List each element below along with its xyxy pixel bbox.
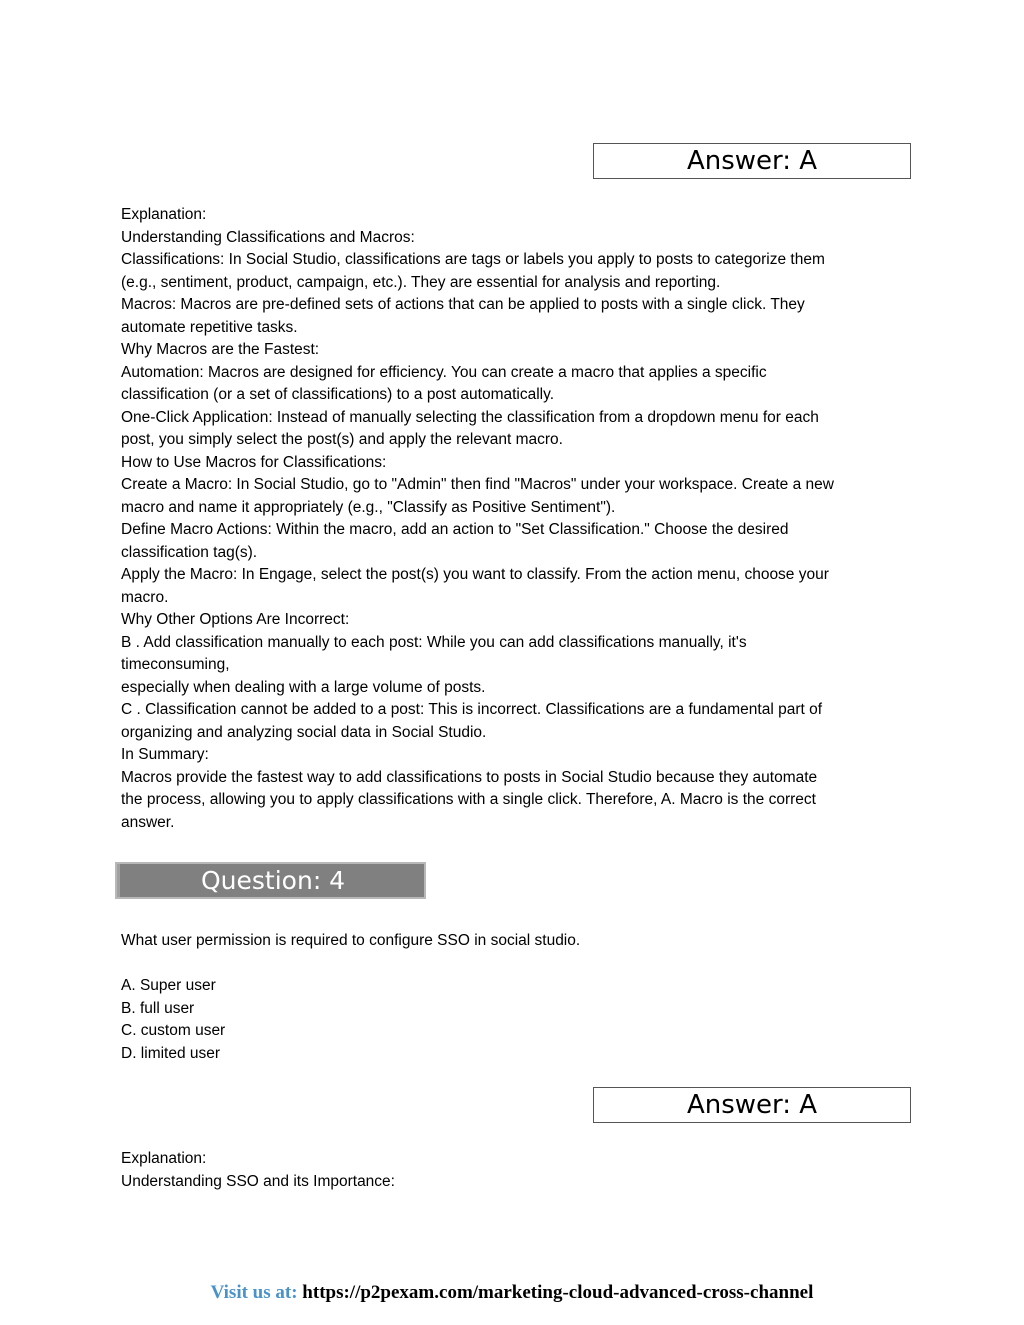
explanation-block bbox=[121, 204, 911, 834]
explanation-line: In Summary: bbox=[121, 746, 209, 763]
option-c: C. custom user bbox=[121, 1022, 226, 1039]
explanation-line: Macros: Macros are pre-defined sets of actions that can be applied to posts with a single click. They bbox=[121, 296, 805, 313]
explanation-line: Understanding SSO and its Importance: bbox=[121, 1172, 395, 1190]
explanation-line: especially when dealing with a large volume of posts. bbox=[121, 678, 486, 696]
explanation-line: macro. bbox=[121, 588, 169, 606]
explanation-line: Macros provide the fastest way to add classifications to posts in Social Studio because they automate bbox=[121, 768, 818, 786]
explanation-block bbox=[121, 1148, 911, 1193]
answer-box bbox=[593, 1087, 911, 1123]
spacer bbox=[121, 953, 911, 976]
explanation-line: C . Classification cannot be added to a post: This is incorrect. Classifications are a fundamental part of bbox=[121, 701, 823, 718]
answer-label: Answer: A bbox=[686, 146, 818, 176]
answer-label: Answer: A bbox=[686, 1090, 818, 1120]
explanation-line: macro and name it appropriately (e.g., "Classify as Positive Sentiment"). bbox=[121, 498, 616, 516]
footer-visit-label: Visit us at: bbox=[210, 1282, 298, 1303]
explanation-line: answer. bbox=[121, 813, 175, 831]
option-a: A. Super user bbox=[121, 977, 216, 994]
explanation-line: timeconsuming, bbox=[121, 656, 230, 673]
explanation-line: Define Macro Actions: Within the macro, add an action to "Set Classification." Choose the desired bbox=[121, 521, 789, 538]
explanation-line: Why Macros are the Fastest: bbox=[121, 341, 320, 358]
explanation-line: classification tag(s). bbox=[121, 543, 258, 561]
explanation-line: Explanation: bbox=[121, 206, 207, 223]
question-header bbox=[115, 862, 426, 899]
footer-url-link[interactable]: https://p2pexam.com/marketing-cloud-advanced-cross-channel bbox=[302, 1282, 814, 1303]
explanation-line: Apply the Macro: In Engage, select the post(s) you want to classify. From the action menu, choose your bbox=[121, 566, 829, 583]
question-body bbox=[121, 930, 911, 1065]
explanation-line: Automation: Macros are designed for efficiency. You can create a macro that applies a specific bbox=[121, 363, 767, 381]
explanation-line: automate repetitive tasks. bbox=[121, 318, 298, 336]
explanation-line: Create a Macro: In Social Studio, go to "Admin" then find "Macros" under your workspace. Create a new bbox=[121, 476, 834, 493]
answer-box bbox=[593, 143, 911, 179]
question-title: Question: 4 bbox=[201, 866, 346, 895]
explanation-line: Classifications: In Social Studio, classifications are tags or labels you apply to posts to categorize them bbox=[121, 251, 825, 268]
explanation-line: (e.g., sentiment, product, campaign, etc.). They are essential for analysis and reporting. bbox=[121, 273, 721, 291]
option-b: B. full user bbox=[121, 999, 195, 1017]
explanation-line: Explanation: bbox=[121, 1150, 207, 1167]
explanation-line: B . Add classification manually to each post: While you can add classifications manually, it's bbox=[121, 633, 747, 651]
explanation-line: organizing and analyzing social data in Social Studio. bbox=[121, 723, 487, 741]
explanation-line: post, you simply select the post(s) and apply the relevant macro. bbox=[121, 431, 563, 448]
explanation-line: Understanding Classifications and Macros: bbox=[121, 228, 415, 246]
explanation-line: the process, allowing you to apply classifications with a single click. Therefore, A. Macro is the correct bbox=[121, 791, 816, 808]
explanation-line: Why Other Options Are Incorrect: bbox=[121, 611, 350, 628]
explanation-line: classification (or a set of classifications) to a post automatically. bbox=[121, 386, 555, 403]
explanation-line: How to Use Macros for Classifications: bbox=[121, 453, 387, 471]
explanation-line: One-Click Application: Instead of manually selecting the classification from a dropdown menu for each bbox=[121, 408, 819, 426]
question-text: What user permission is required to configure SSO in social studio. bbox=[121, 932, 581, 949]
footer bbox=[0, 1282, 1024, 1304]
option-d: D. limited user bbox=[121, 1044, 221, 1062]
